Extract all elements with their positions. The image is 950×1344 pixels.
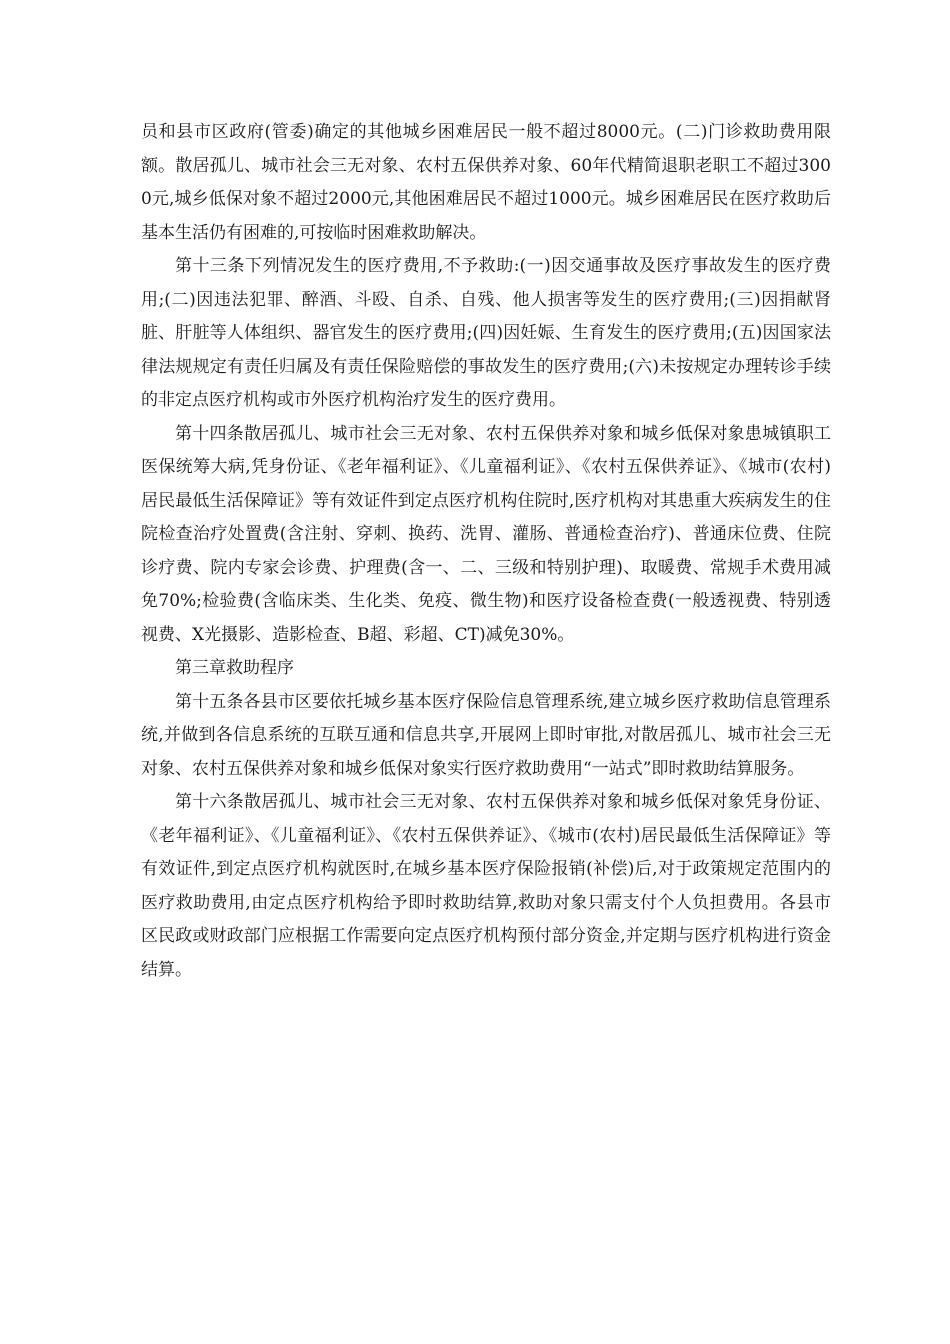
document-body (141, 116, 831, 987)
article-14-paragraph: 第十四条散居孤儿、城市社会三无对象、农村五保供养对象和城乡低保对象患城镇职工医保统筹大病,凭身份证、《老年福利证》、《儿童福利证》、《农村五保供养证》、《城市(农村)居民最低生活保障证》等有效证件到定点医疗机构住院时,医疗机构对其患重大疾病发生的住院检查治疗处置费(含注射、穿刺、换药、洗胃、灌肠、普通检查治疗)、普通床位费、住院诊疗费、院内专家会诊费、护理费(含一、二、三级和特别护理)、取暖费、常规手术费用减免70%;检验费(含临床类、生化类、免疫、微生物)和医疗设备检查费(一般透视费、特别透视费、X光摄影、造影检查、B超、彩超、CT)减免30%。 (141, 423, 831, 645)
article-16-paragraph: 第十六条散居孤儿、城市社会三无对象、农村五保供养对象和城乡低保对象凭身份证、《老年福利证》、《儿童福利证》、《农村五保供养证》、《城市(农村)居民最低生活保障证》等有效证件,到定点医疗机构就医时,在城乡基本医疗保险报销(补偿)后,对于政策规定范围内的医疗救助费用,由定点医疗机构给予即时救助结算,救助对象只需支付个人负担费用。各县市区民政或财政部门应根据工作需要向定点医疗机构预付部分资金,并定期与医疗机构进行资金结算。 (141, 792, 831, 980)
article-13-paragraph: 第十三条下列情况发生的医疗费用,不予救助:(一)因交通事故及医疗事故发生的医疗费用;(二)因违法犯罪、醉酒、斗殴、自杀、自残、他人损害等发生的医疗费用;(三)因捐献肾脏、肝脏等人体组织、器官发生的医疗费用;(四)因妊娠、生育发生的医疗费用;(五)因国家法律法规规定有责任归属及有责任保险赔偿的事故发生的医疗费用;(六)未按规定办理转诊手续的非定点医疗机构或市外医疗机构治疗发生的医疗费用。 (141, 256, 831, 410)
article-15-paragraph: 第十五条各县市区要依托城乡基本医疗保险信息管理系统,建立城乡医疗救助信息管理系统,并做到各信息系统的互联互通和信息共享,开展网上即时审批,对散居孤儿、城市社会三无对象、农村五保供养对象和城乡低保对象实行医疗救助费用“一站式”即时救助结算服务。 (141, 691, 831, 779)
paragraph-continued: 员和县市区政府(管委)确定的其他城乡困难居民一般不超过8000元。(二)门诊救助费用限额。散居孤儿、城市社会三无对象、农村五保供养对象、60年代精简退职老职工不超过3000元,城乡低保对象不超过2000元,其他困难居民不超过1000元。城乡困难居民在医疗救助后基本生活仍有困难的,可按临时困难救助解决。 (141, 122, 831, 243)
chapter-3-heading: 第三章救助程序 (175, 658, 294, 678)
